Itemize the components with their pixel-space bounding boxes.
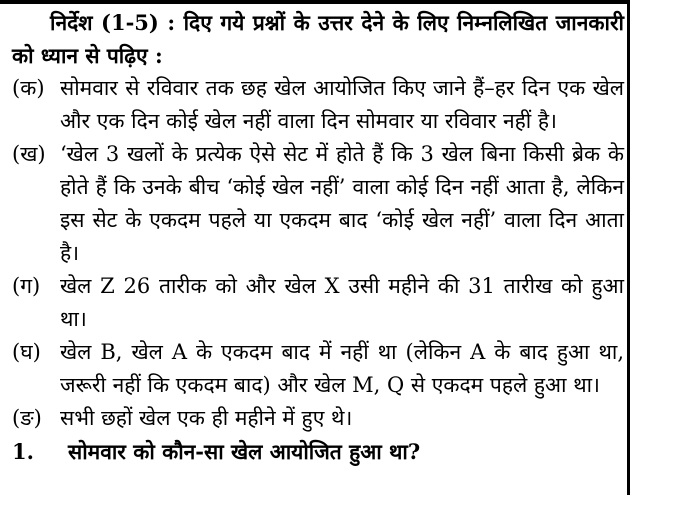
statement-text: खेल Z 26 तारीक को और खेल X उसी महीने की 31 तारीख को हुआ था। (60, 274, 624, 331)
statement-gha (12, 336, 624, 402)
instructions-heading: निर्देश (1-5) : दिए गये प्रश्नों के उत्तर देने के लिए निम्नलिखित जानकारी को ध्यान से पढ़िए : (12, 10, 624, 68)
right-rule (627, 0, 630, 495)
question-number: 1. (12, 439, 34, 464)
statement-marker: (क) (12, 76, 45, 100)
statement-marker: (ख) (12, 142, 46, 166)
statement-marker: (ङ) (12, 406, 42, 430)
statement-text: सोमवार से रविवार तक छह खेल आयोजित किए जाने हैं–हर दिन एक खेल और एक दिन कोई खेल नहीं वाला दिन सोमवार या रविवार नहीं है। (60, 76, 624, 133)
statement-text: ‘खेल 3 खलों के प्रत्येक ऐसे सेट में होते हैं कि 3 खेल बिना किसी ब्रेक के होते हैं कि उनके बीच ‘कोई खेल नहीं’ वाला कोई दिन नहीं आता है, लेकिन इस सेट के एकदम पहले या एकदम बाद ‘कोई खेल नहीं’ वाला दिन आता है। (60, 142, 624, 265)
statement-marker: (घ) (12, 340, 41, 364)
question-1 (12, 435, 624, 468)
statement-ga (12, 270, 624, 336)
statement-nga (12, 402, 624, 435)
statement-marker: (ग) (12, 274, 41, 298)
statement-ka (12, 72, 624, 138)
statement-kha (12, 138, 624, 270)
document-body (12, 6, 624, 468)
statement-text: खेल B, खेल A के एकदम बाद में नहीं था (लेकिन A के बाद हुआ था, जरूरी नहीं कि एकदम बाद) और खेल M, Q से एकदम पहले हुआ था। (60, 340, 624, 397)
statement-text: सभी छहों खेल एक ही महीने में हुए थे। (60, 406, 353, 430)
top-rule (0, 0, 628, 4)
question-text: सोमवार को कौन-सा खेल आयोजित हुआ था? (68, 439, 421, 464)
